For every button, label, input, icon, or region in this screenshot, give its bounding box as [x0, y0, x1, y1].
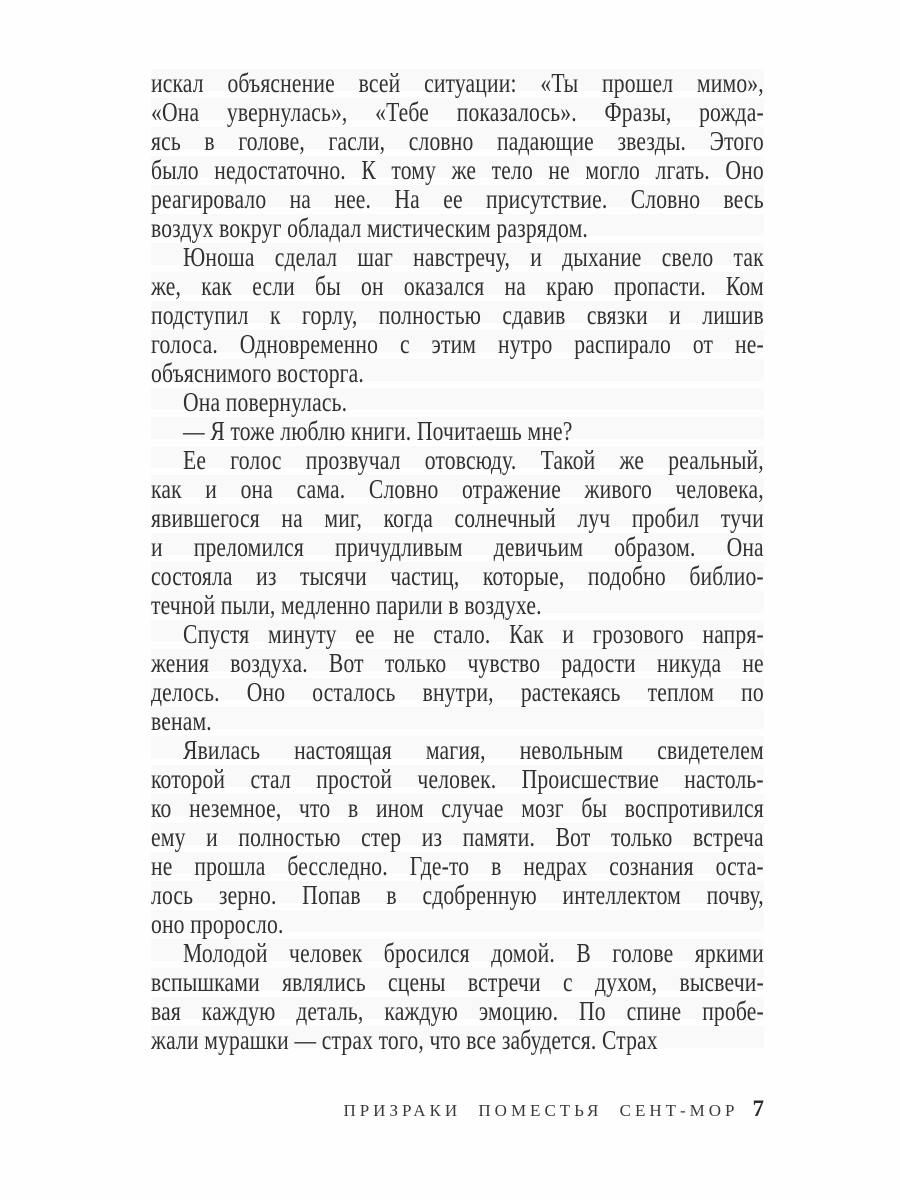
text-line: жения воздуха. Вот только чувство радости никуда не: [151, 648, 764, 678]
text-line: течной пыли, медленно парили в воздухе.: [151, 590, 542, 620]
text-line: Спустя минуту ее не стало. Как и грозового напря-: [183, 619, 764, 649]
paragraph: [151, 417, 764, 446]
text-line: подступил к горлу, полностью сдавив связки и лишив: [151, 300, 764, 330]
text-line: ко неземное, что в ином случае мозг бы воспротивился: [151, 793, 764, 823]
paragraph: [151, 69, 764, 243]
text-line: не прошла бесследно. Где-то в недрах сознания оста-: [151, 851, 764, 881]
paragraph: [151, 446, 764, 620]
text-line: Ее голос прозвучал отовсюду. Такой же реальный,: [183, 445, 764, 475]
text-line: состояла из тысячи частиц, которые, подобно библио-: [151, 561, 764, 591]
page-number: 7: [752, 1096, 764, 1121]
paragraph: [151, 939, 764, 1055]
paragraph: [151, 388, 764, 417]
text-line: — Я тоже люблю книги. Почитаешь мне?: [183, 416, 573, 446]
page-text: [151, 69, 764, 1055]
text-line: которой стал простой человек. Происшествие настоль-: [151, 764, 764, 794]
text-line: Юноша сделал шаг навстречу, и дыхание свело так: [183, 242, 764, 272]
text-line: как и она сама. Словно отражение живого человека,: [151, 474, 764, 504]
text-line: жали мурашки — страх того, что все забудется. Страх: [151, 1025, 658, 1055]
text-line: реагировало на нее. На ее присутствие. Словно весь: [151, 184, 764, 214]
text-line: ясь в голове, гасли, словно падающие звезды. Этого: [151, 126, 764, 156]
text-line: Она повернулась.: [183, 387, 348, 417]
text-line: искал объяснение всей ситуации: «Ты прошел мимо»,: [151, 68, 764, 98]
text-line: венам.: [151, 706, 212, 736]
paragraph: [151, 736, 764, 939]
text-line: лось зерно. Попав в сдобренную интеллектом почву,: [151, 880, 764, 910]
text-line: ему и полностью стер из памяти. Вот только встреча: [151, 822, 764, 852]
text-line: оно проросло.: [151, 909, 284, 939]
text-line: делось. Оно осталось внутри, растекаясь теплом по: [151, 677, 764, 707]
text-line: и преломился причудливым девичьим образом. Она: [151, 532, 764, 562]
text-line: Явилась настоящая магия, невольным свидетелем: [183, 735, 764, 765]
text-line: объяснимого восторга.: [151, 358, 364, 388]
text-line: явившегося на миг, когда солнечный луч пробил тучи: [151, 503, 764, 533]
text-line: вая каждую деталь, каждую эмоцию. По спине пробе-: [151, 996, 764, 1026]
text-line: голоса. Одновременно с этим нутро распирало от не-: [151, 329, 764, 359]
text-line: воздух вокруг обладал мистическим разрядом.: [151, 213, 588, 243]
paragraph: [151, 243, 764, 388]
paragraph: [151, 620, 764, 736]
text-line: же, как если бы он оказался на краю пропасти. Ком: [151, 271, 764, 301]
text-line: Молодой человек бросился домой. В голове яркими: [183, 938, 764, 968]
text-line: вспышками являлись сцены встречи с духом, высвечи-: [151, 967, 764, 997]
running-title: ПРИЗРАКИ ПОМЕСТЬЯ СЕНТ-МОР: [343, 1101, 739, 1120]
text-line: было недостаточно. К тому же тело не могло лгать. Оно: [151, 155, 764, 185]
page-footer: [151, 1096, 764, 1122]
text-line: «Она увернулась», «Тебе показалось». Фразы, рожда-: [151, 97, 764, 127]
